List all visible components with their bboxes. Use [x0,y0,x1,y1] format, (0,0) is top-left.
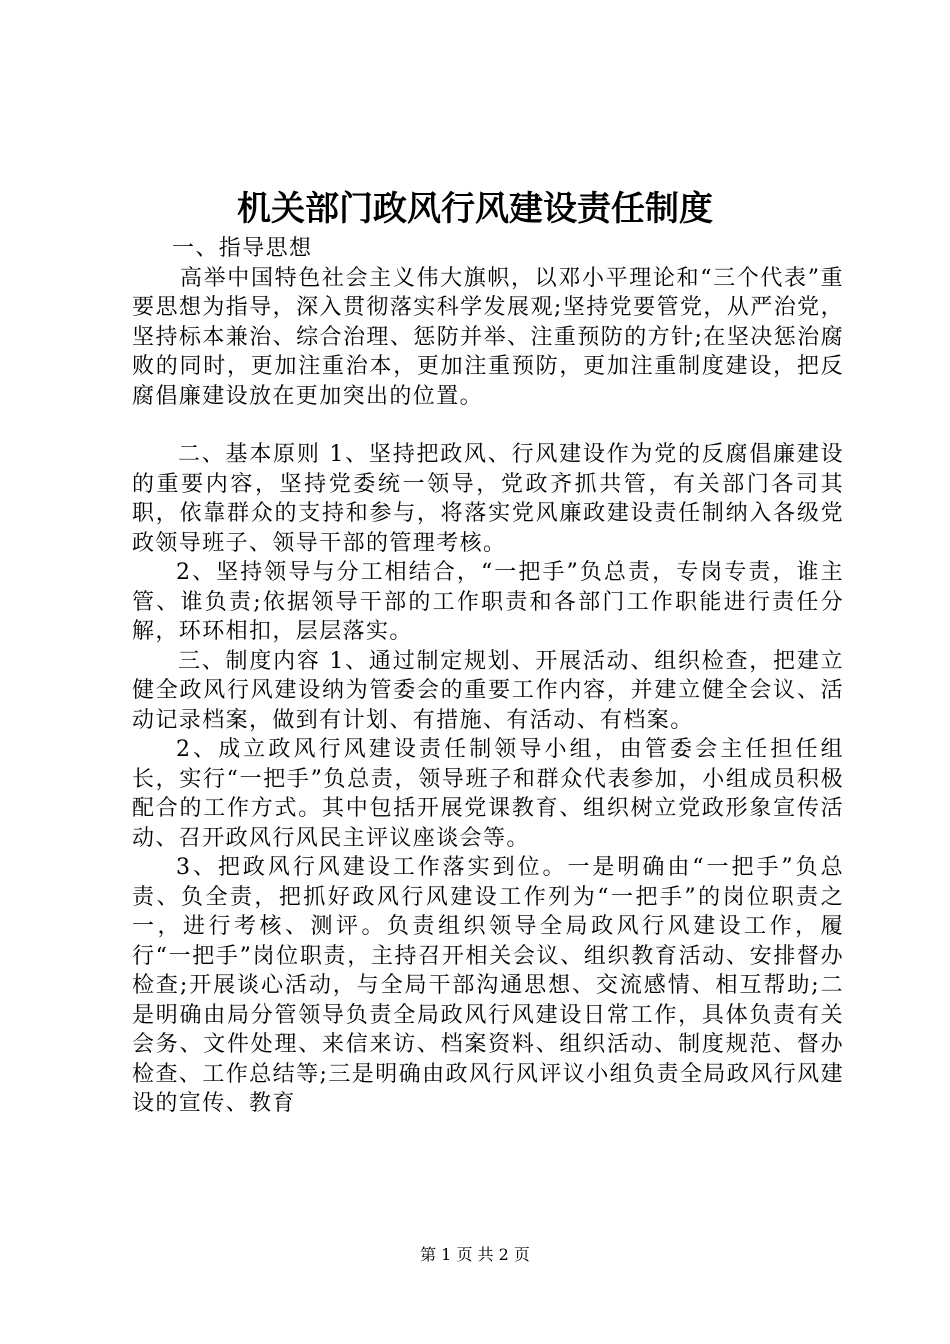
paragraph-system-content-3: 3、把政风行风建设工作落实到位。一是明确由“一把手”负总责、负全责，把抓好政风行风建设工作列为“一把手”的岗位职责之一，进行考核、测评。负责组织领导全局政风行风建设工作，履行“一把手”岗位职责，主持召开相关会议、组织教育活动、安排督办检查;开展谈心活动，与全局干部沟通思想、交流感情、相互帮助;二是明确由局分管领导负责全局政风行风建设日常工作，具体负责有关会务、文件处理、来信来访、档案资料、组织活动、制度规范、督办检查、工作总结等;三是明确由政风行风评议小组负责全局政风行风建设的宣传、教育 [132,855,844,1116]
paragraph-system-content-2: 2、成立政风行风建设责任制领导小组，由管委会主任担任组长，实行“一把手”负总责，领导班子和群众代表参加，小组成员积极配合的工作方式。其中包括开展党课教育、组织树立党政形象宣传活动、召开政风行风民主评议座谈会等。 [132,737,844,851]
paragraph-guiding-thought: 高举中国特色社会主义伟大旗帜，以邓小平理论和“三个代表”重要思想为指导，深入贯彻落实科学发展观;坚持党要管党，从严治党，坚持标本兼治、综合治理、惩防并举、注重预防的方针;在坚决惩治腐败的同时，更加注重治本，更加注重预防，更加注重制度建设，把反腐倡廉建设放在更加突出的位置。 [132,265,844,409]
document-title: 机关部门政风行风建设责任制度 [237,189,713,229]
paragraph-basic-principles-2: 2、坚持领导与分工相结合，“一把手”负总责，专岗专责，谁主管、谁负责;依据领导干部的工作职责和各部门工作职能进行责任分解，环环相扣，层层落实。 [132,560,844,644]
section-heading-guiding-thought: 一、指导思想 [172,236,313,261]
document-body [132,234,844,1119]
paragraph-system-content-1: 三、制度内容 1、通过制定规划、开展活动、组织检查，把建立健全政风行风建设纳为管委会的重要工作内容，并建立健全会议、活动记录档案，做到有计划、有措施、有活动、有档案。 [132,648,844,733]
page-number-footer: 第 1 页 共 2 页 [420,1245,530,1264]
paragraph-basic-principles-1: 二、基本原则 1、坚持把政风、行风建设作为党的反腐倡廉建设的重要内容，坚持党委统一领导，党政齐抓共管，有关部门各司其职，依靠群众的支持和参与，将落实党风廉政建设责任制纳入各级党政领导班子、领导干部的管理考核。 [132,442,844,556]
